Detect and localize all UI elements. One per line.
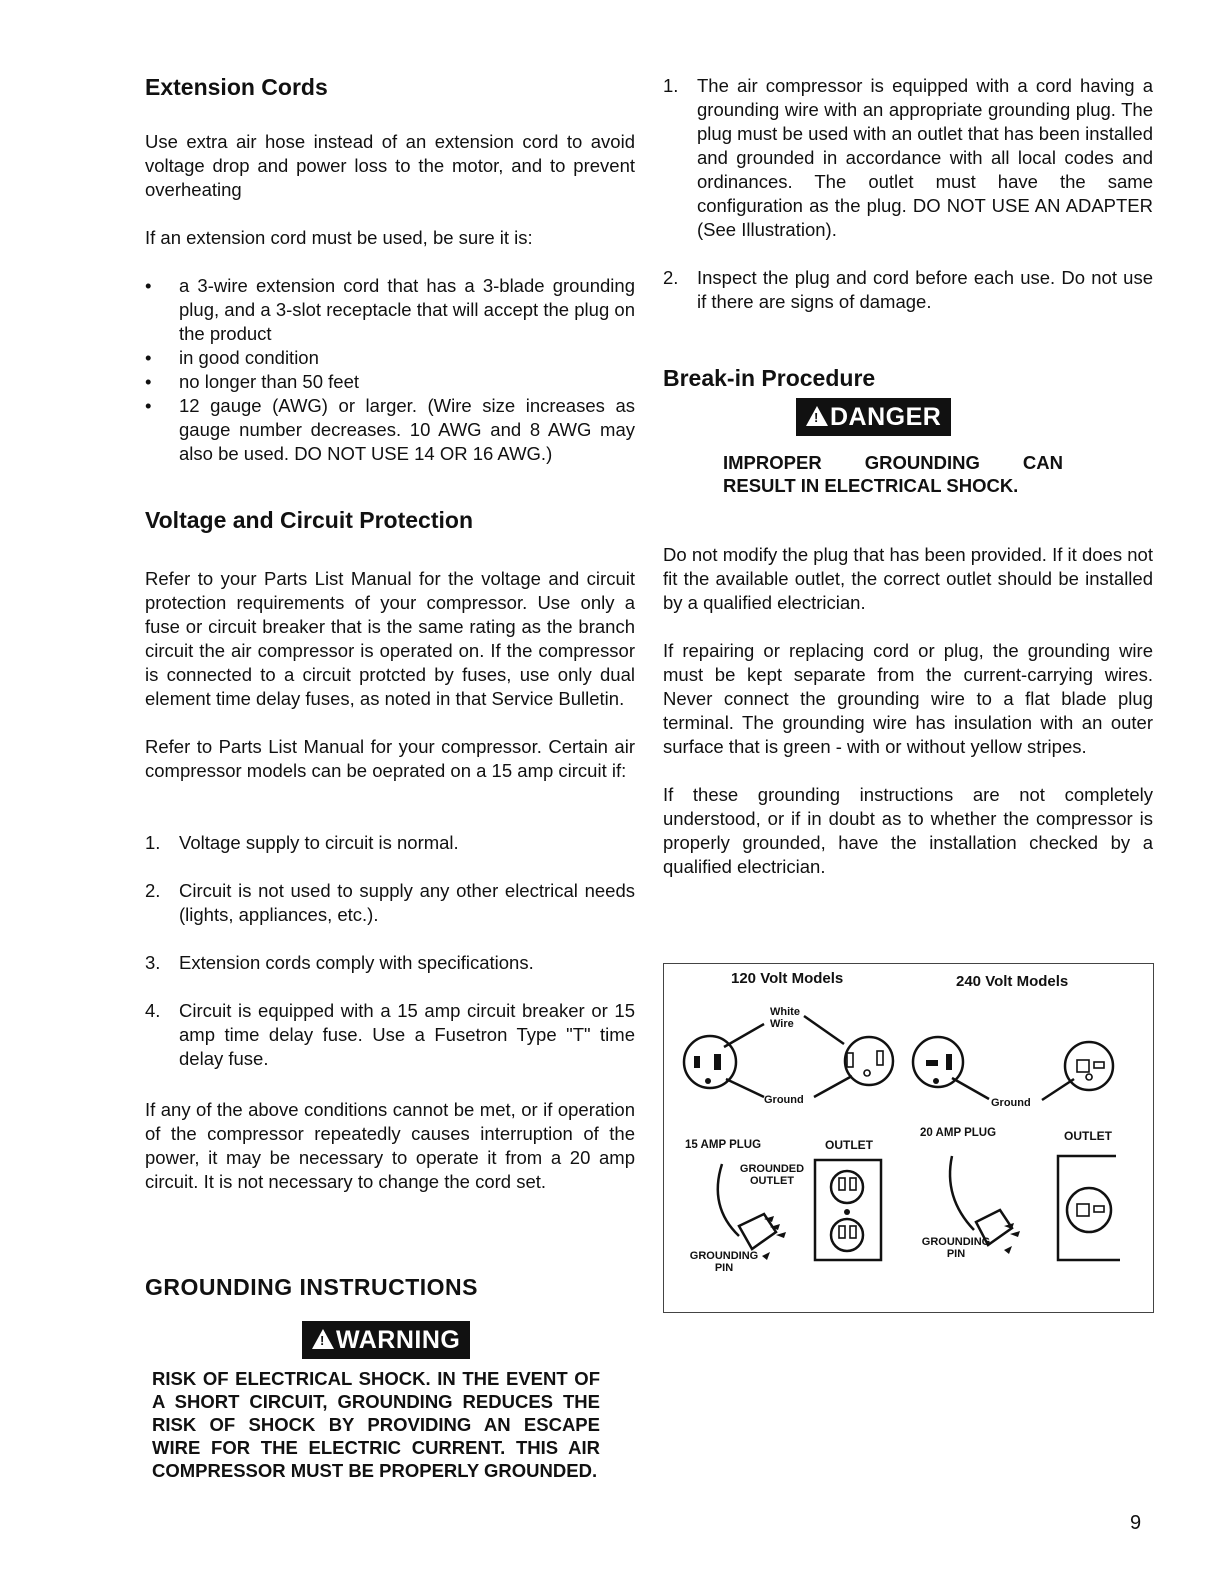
warning-label: !WARNING xyxy=(302,1321,470,1359)
label-grounded-outlet: GROUNDED OUTLET xyxy=(739,1163,805,1187)
extension-cords-paragraph: Use extra air hose instead of an extension cord to avoid voltage drop and power loss to the motor, and to prevent overheating xyxy=(145,131,635,200)
list-item: • in good condition xyxy=(145,347,319,368)
voltage-protection-heading: Voltage and Circuit Protection xyxy=(145,507,473,533)
voltage-paragraph-1: Refer to your Parts List Manual for the voltage and circuit protection requirements of your compressor. Use only a fuse or circuit breaker that is the same rating as the branch circuit the air compressor is operated on. If the compressor is connected to a circuit protcted by fuses, use only dual element time delay fuses, as noted in that Service Bulletin. xyxy=(145,568,635,709)
extension-cord-requirements xyxy=(145,274,635,466)
label-ground-120: Ground xyxy=(764,1094,804,1106)
page-number: 9 xyxy=(1130,1512,1142,1534)
list-item: 4. Circuit is equipped with a 15 amp circuit breaker or 15 amp time delay fuse. Use a Fusetron Type "T" time delay fuse. xyxy=(145,1000,635,1069)
list-item: 1. The air compressor is equipped with a cord having a grounding wire with an appropriate grounding plug. The plug must be used with an outlet that has been installed and grounded in accordance with all local codes and ordinances. The outlet must have the same configuration as the plug. DO NOT USE AN ADAPTER (See Illustration). xyxy=(663,75,1153,240)
list-item: 1. Voltage supply to circuit is normal. xyxy=(145,832,459,853)
danger-label: !DANGER xyxy=(796,398,951,436)
grounding-instructions-heading: GROUNDING INSTRUCTIONS xyxy=(145,1274,478,1300)
label-grounding-pin-20: GROUNDING PIN xyxy=(921,1236,991,1260)
list-item: 3. Extension cords comply with specifications. xyxy=(145,952,534,973)
break-in-heading: Break-in Procedure xyxy=(663,365,876,391)
grounding-steps-list xyxy=(663,74,1153,314)
warning-triangle-icon xyxy=(312,1329,334,1349)
plug-outlet-illustration xyxy=(663,963,1154,1313)
label-15-amp-plug: 15 AMP PLUG xyxy=(685,1139,762,1151)
label-120-volt: 120 Volt Models xyxy=(731,970,844,987)
warning-text: RISK OF ELECTRICAL SHOCK. IN THE EVENT OF A SHORT CIRCUIT, GROUNDING REDUCES THE RISK OF SHOCK BY PROVIDING AN ESCAPE WIRE FOR THE ELECTRIC CURRENT. THIS AIR COMPRESSOR MUST BE PROPERLY GROUNDED. xyxy=(152,1368,600,1481)
list-item: 2. Inspect the plug and cord before each use. Do not use if there are signs of damage. xyxy=(663,267,1153,312)
circuit-conditions-list xyxy=(145,831,635,1071)
voltage-paragraph-2: Refer to Parts List Manual for your compressor. Certain air compressor models can be oeprated on a 15 amp circuit if: xyxy=(145,736,635,781)
break-in-paragraph-3: If these grounding instructions are not completely understood, or if in doubt as to whether the compressor is properly grounded, have the installation checked by a qualified electrician. xyxy=(663,784,1153,877)
break-in-paragraph-2: If repairing or replacing cord or plug, the grounding wire must be kept separate from the current-carrying wires. Never connect the grounding wire to a flat blade plug terminal. The grounding wire has insulation with an outer surface that is green - with or without yellow stripes. xyxy=(663,640,1153,757)
extension-cords-intro: If an extension cord must be used, be sure it is: xyxy=(145,227,533,248)
extension-cords-heading: Extension Cords xyxy=(145,74,328,100)
label-240-volt: 240 Volt Models xyxy=(956,973,1069,990)
label-outlet-120: OUTLET xyxy=(825,1138,873,1152)
label-grounding-pin-15: GROUNDING PIN xyxy=(689,1250,759,1274)
break-in-paragraph-1: Do not modify the plug that has been provided. If it does not fit the available outlet, the correct outlet should be installed by a qualified electrician. xyxy=(663,544,1153,613)
label-20-amp-plug: 20 AMP PLUG xyxy=(920,1127,997,1139)
warning-triangle-icon xyxy=(806,406,828,426)
label-ground-240: Ground xyxy=(991,1097,1031,1109)
list-item: • no longer than 50 feet xyxy=(145,371,360,392)
danger-text: IMPROPER GROUNDING CAN RESULT IN ELECTRICAL SHOCK. xyxy=(723,452,1063,496)
list-item: 2. Circuit is not used to supply any other electrical needs (lights, appliances, etc.). xyxy=(145,880,635,925)
label-outlet-240: OUTLET xyxy=(1064,1129,1112,1143)
list-item: • a 3-wire extension cord that has a 3-blade grounding plug, and a 3-slot receptacle that will accept the plug on the product xyxy=(145,275,635,344)
label-white-wire: White Wire xyxy=(770,1006,800,1030)
list-item: • 12 gauge (AWG) or larger. (Wire size increases as gauge number decreases. 10 AWG and 8 AWG may also be used. DO NOT USE 14 OR 16 AWG.) xyxy=(145,395,635,464)
voltage-paragraph-3: If any of the above conditions cannot be met, or if operation of the compressor repeatedly causes interruption of the power, it may be necessary to operate it from a 20 amp circuit. It is not necessary to change the cord set. xyxy=(145,1099,635,1192)
